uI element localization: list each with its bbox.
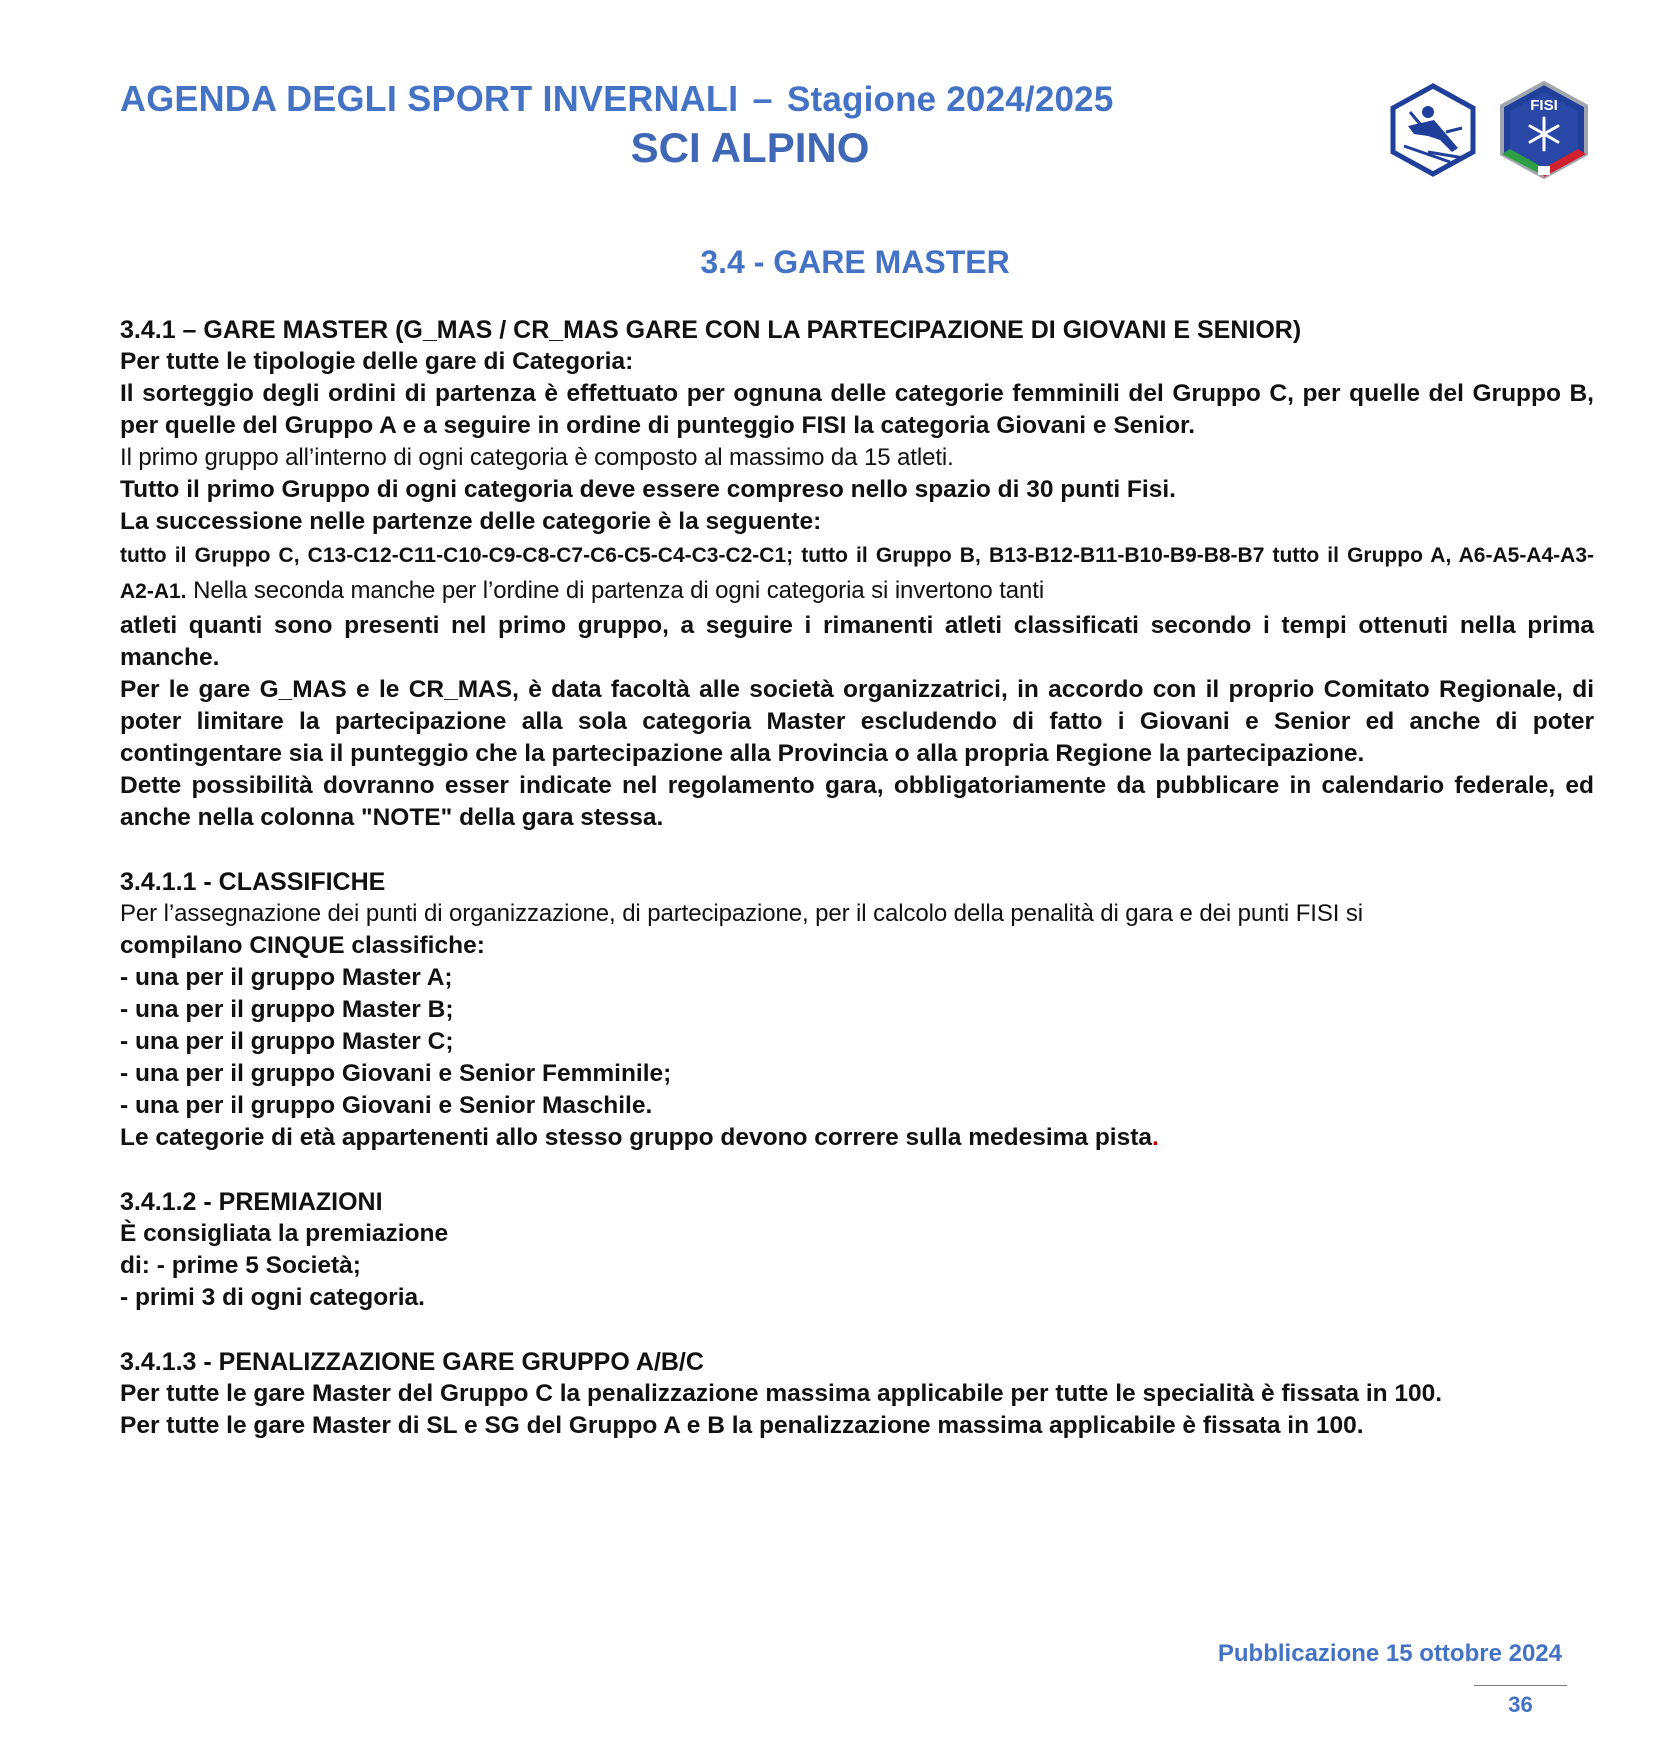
fisi-federation-logo-icon <box>1498 80 1590 180</box>
section-title: 3.4 - GARE MASTER <box>700 244 1010 280</box>
paragraph: - primi 3 di ogni categoria. <box>120 1284 425 1311</box>
page-number: 36 <box>1508 1692 1533 1717</box>
header-title: AGENDA DEGLI SPORT INVERNALI <box>120 78 739 119</box>
spacer <box>120 1314 1594 1346</box>
list-item: - una per il gruppo Master C; <box>120 1028 454 1055</box>
header-discipline: SCI ALPINO <box>630 124 870 171</box>
paragraph: di: - prime 5 Società; <box>120 1252 361 1279</box>
alpine-skier-logo-icon <box>1388 82 1478 178</box>
paragraph: Per l’assegnazione dei punti di organizzazione, di partecipazione, per il calcolo della penalità di gara e dei punti FISI si <box>120 900 1364 927</box>
list-item: - una per il gruppo Master A; <box>120 964 453 991</box>
list-item: - una per il gruppo Master B; <box>120 996 454 1023</box>
paragraph: atleti quanti sono presenti nel primo gruppo, a seguire i rimanenti atleti classificati secondo i tempi ottenuti nella prima manche. <box>120 612 1594 671</box>
list-item: - una per il gruppo Giovani e Senior Maschile. <box>120 1092 653 1119</box>
paragraph: Per tutte le gare Master di SL e SG del Gruppo A e B la penalizzazione massima applicabile è fissata in 100. <box>120 1412 1364 1439</box>
spacer <box>120 834 1594 866</box>
footer-divider <box>1474 1685 1567 1686</box>
list-item: - una per il gruppo Giovani e Senior Femminile; <box>120 1060 672 1087</box>
spacer <box>120 1154 1594 1186</box>
section-3-4-1-heading: 3.4.1 – GARE MASTER (G_MAS / CR_MAS GARE CON LA PARTECIPAZIONE DI GIOVANI E SENIOR) <box>120 316 1302 344</box>
document-body <box>120 314 1594 1442</box>
paragraph: Tutto il primo Gruppo di ogni categoria deve essere compreso nello spazio di 30 punti Fisi. <box>120 476 1176 503</box>
section-3-4-1-2-heading: 3.4.1.2 - PREMIAZIONI <box>120 1188 383 1216</box>
header-season: Stagione 2024/2025 <box>786 80 1114 119</box>
paragraph: Per tutte le gare Master del Gruppo C la penalizzazione massima applicabile per tutte le specialità è fissata in 100. <box>120 1380 1443 1407</box>
paragraph <box>120 1122 1594 1154</box>
start-order-sequence: tutto il Gruppo C, C13-C12-C11-C10-C9-C8-C7-C6-C5-C4-C3-C2-C1; tutto il Gruppo B, B13-B12-B11-B10-B9-B8-B7 tutto il Gruppo A, A6-A5-A4-A3-A2-A1. <box>120 544 1594 603</box>
section-3-4-1-3-heading: 3.4.1.3 - PENALIZZAZIONE GARE GRUPPO A/B/C <box>120 1348 704 1376</box>
paragraph: Il primo gruppo all’interno di ogni categoria è composto al massimo da 15 atleti. <box>120 444 954 471</box>
closing-text: Le categorie di età appartenenti allo stesso gruppo devono correre sulla medesima pista <box>120 1124 1153 1151</box>
paragraph: Dette possibilità dovranno esser indicate nel regolamento gara, obbligatoriamente da pubblicare in calendario federale, ed anche nella colonna "NOTE" della gara stessa. <box>120 772 1594 831</box>
paragraph: Per le gare G_MAS e le CR_MAS, è data facoltà alle società organizzatrici, in accordo con il proprio Comitato Regionale, di poter limitare la partecipazione alla sola categoria Master escludendo di fatto i Giovani e Senior ed anche di poter contingentare sia il punteggio che la partecipazione alla Provincia o alla propria Regione la partecipazione. <box>120 676 1594 767</box>
page-header <box>120 78 1260 172</box>
paragraph: Per tutte le tipologie delle gare di Categoria: <box>120 348 634 375</box>
paragraph: compilano CINQUE classifiche: <box>120 932 485 959</box>
paragraph: La successione nelle partenze delle categorie è la seguente: <box>120 508 822 535</box>
header-title-line <box>120 78 1260 120</box>
header-dash: – <box>752 78 773 119</box>
paragraph: È consigliata la premiazione <box>120 1220 449 1247</box>
paragraph: Il sorteggio degli ordini di partenza è effettuato per ognuna delle categorie femminili del Gruppo C, per quelle del Gruppo B, per quelle del Gruppo A e a seguire in ordine di punteggio FISI la categoria Giovani e Senior. <box>120 380 1594 439</box>
publication-date: Pubblicazione 15 ottobre 2024 <box>1217 1640 1562 1667</box>
closing-period: . <box>1152 1124 1159 1151</box>
second-run-text: Nella seconda manche per l’ordine di partenza di ogni categoria si invertono tanti <box>186 577 1045 604</box>
fisi-logo-text: FISI <box>1530 97 1558 114</box>
start-order-paragraph <box>120 538 1594 610</box>
section-3-4-1-1-heading: 3.4.1.1 - CLASSIFICHE <box>120 868 386 896</box>
